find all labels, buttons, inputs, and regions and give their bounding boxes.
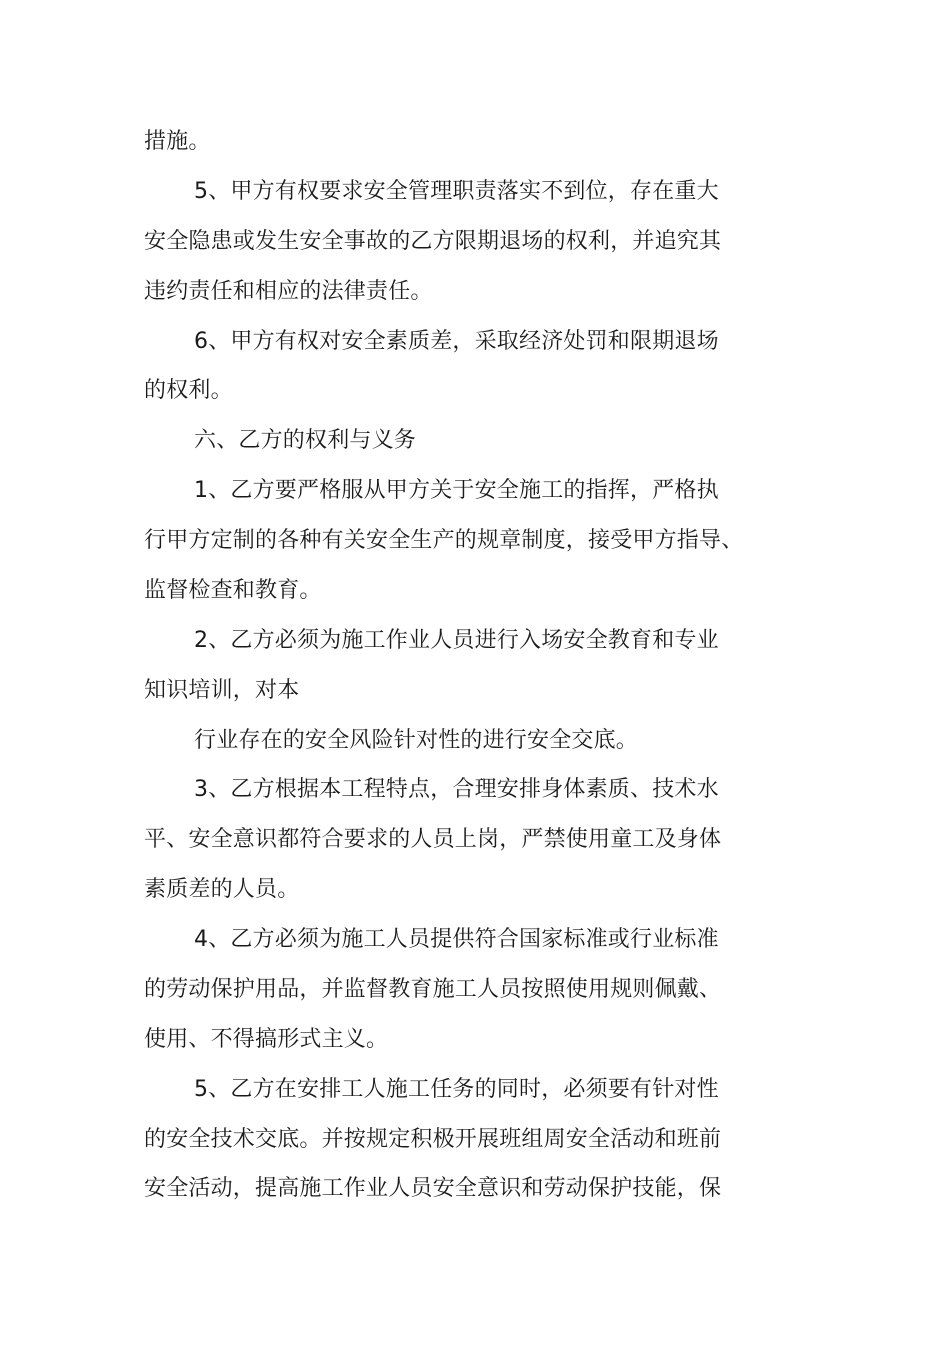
paragraph-5b-line: 5、乙方在安排工人施工任务的同时，必须要有针对性 [194, 1077, 719, 1102]
text-line: 安全活动，提高施工作业人员安全意识和劳动保护技能，保 [144, 1176, 722, 1201]
paragraph-5a-line: 5、甲方有权要求安全管理职责落实不到位，存在重大 [194, 179, 719, 204]
text-line: 使用、不得搞形式主义。 [144, 1027, 389, 1052]
text-line: 安全隐患或发生安全事故的乙方限期退场的权利，并追究其 [144, 229, 722, 254]
section-heading: 六、乙方的权利与义务 [194, 428, 417, 453]
text-line: 的劳动保护用品，并监督教育施工人员按照使用规则佩戴、 [144, 977, 722, 1002]
text-line: 行甲方定制的各种有关安全生产的规章制度，接受甲方指导、 [144, 528, 744, 553]
text-line: 的权利。 [144, 378, 233, 403]
text-line: 监督检查和教育。 [144, 578, 322, 603]
paragraph-1b-line: 1、乙方要严格服从甲方关于安全施工的指挥，严格执 [194, 478, 719, 503]
paragraph-4b-line: 4、乙方必须为施工人员提供符合国家标准或行业标准 [194, 927, 719, 952]
text-line: 素质差的人员。 [144, 877, 300, 902]
paragraph-2b-line: 2、乙方必须为施工作业人员进行入场安全教育和专业 [194, 628, 719, 653]
text-line: 平、安全意识都符合要求的人员上岗，严禁使用童工及身体 [144, 827, 722, 852]
paragraph-6a-line: 6、甲方有权对安全素质差，采取经济处罚和限期退场 [194, 329, 719, 354]
text-line: 违约责任和相应的法律责任。 [144, 279, 433, 304]
text-line: 知识培训，对本 [144, 678, 300, 703]
text-line: 行业存在的安全风险针对性的进行安全交底。 [194, 728, 639, 753]
text-line: 的安全技术交底。并按规定积极开展班组周安全活动和班前 [144, 1127, 722, 1152]
text-line: 措施。 [144, 129, 211, 154]
paragraph-3b-line: 3、乙方根据本工程特点，合理安排身体素质、技术水 [194, 777, 719, 802]
